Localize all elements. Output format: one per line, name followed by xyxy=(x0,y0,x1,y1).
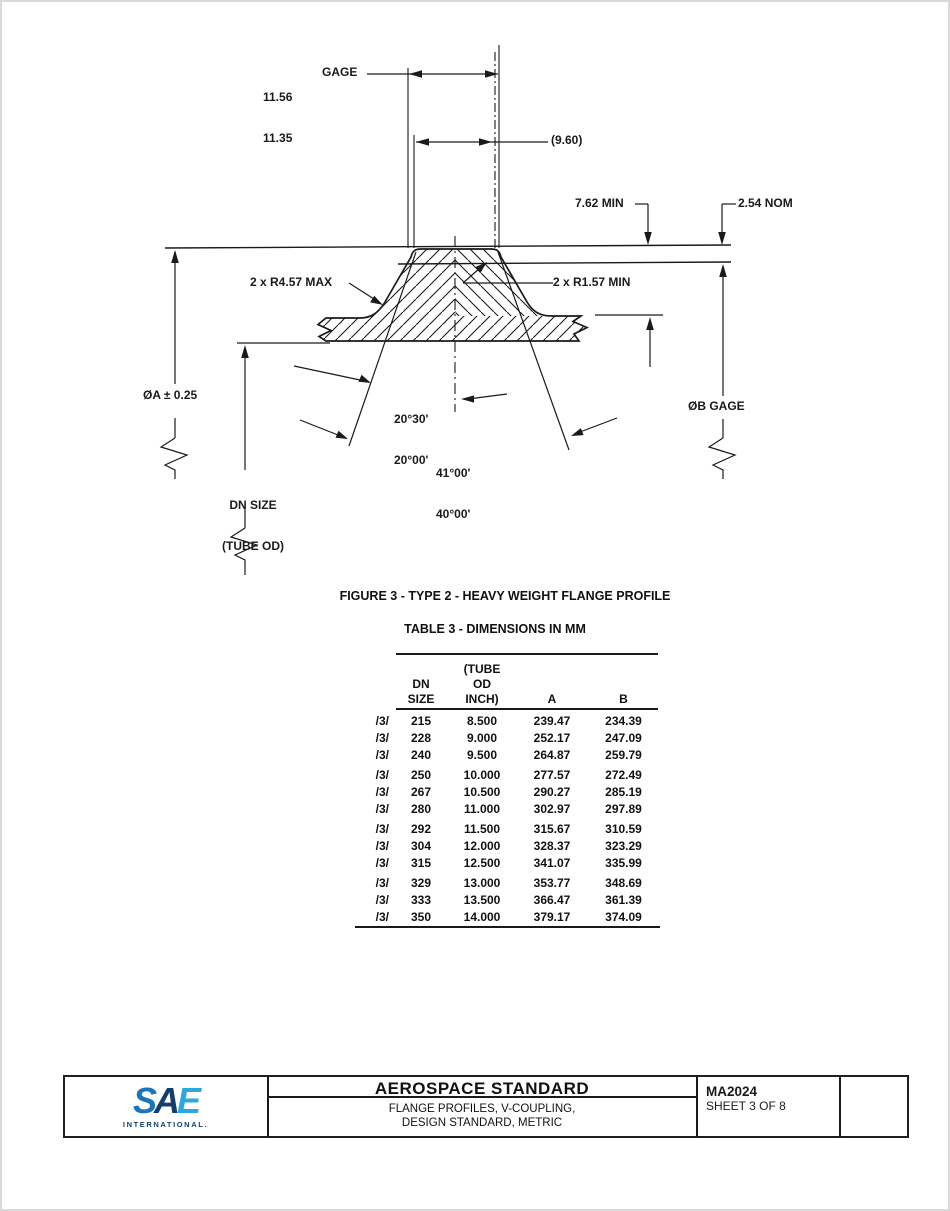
header-dn-size: DN SIZE xyxy=(407,677,435,706)
sae-logo xyxy=(65,1077,266,1136)
sae-logo-international: INTERNATIONAL. xyxy=(122,1120,209,1129)
gage-tolerance-upper: 11.56 xyxy=(263,90,293,104)
table-row: /3/ 333 13.500 366.47 361.39 xyxy=(375,892,642,907)
height-min-label: 7.62 MIN xyxy=(575,196,624,210)
doc-number: MA2024 xyxy=(706,1084,758,1099)
full-angle-label xyxy=(436,440,470,548)
gage-label: GAGE xyxy=(322,65,358,79)
table-caption: TABLE 3 - DIMENSIONS IN MM xyxy=(404,622,586,636)
half-angle-lower: 20°00' xyxy=(394,452,429,467)
table-group-3 xyxy=(355,820,660,871)
full-angle-lower: 40°00' xyxy=(436,506,471,521)
table-row: /3/ 280 11.000 302.97 297.89 xyxy=(375,801,642,816)
table-group-2 xyxy=(355,766,660,817)
sheet-number: SHEET 3 OF 8 xyxy=(706,1099,786,1113)
gage-tolerance-lower: 11.35 xyxy=(263,130,293,145)
subtitle-line2: DESIGN STANDARD, METRIC xyxy=(401,1116,563,1129)
dn-size-label xyxy=(215,472,291,580)
standard-subtitle-cell xyxy=(268,1097,696,1137)
table-row: /3/ 215 8.500 239.47 234.39 xyxy=(375,713,642,728)
dia-a-label: ØA ± 0.25 xyxy=(143,388,198,402)
standard-title-cell xyxy=(268,1076,696,1096)
sae-logo-word: SAE xyxy=(132,1080,199,1121)
header-a: A xyxy=(547,692,557,706)
subtitle-line1: FLANGE PROFILES, V-COUPLING, xyxy=(388,1103,576,1115)
half-angle-label xyxy=(394,386,428,494)
radius-min-label: 2 x R1.57 MIN xyxy=(553,275,631,289)
table-row: /3/ 329 13.000 353.77 348.69 xyxy=(375,875,642,890)
table-group-4 xyxy=(355,874,660,925)
full-angle-upper: 41°00' xyxy=(436,466,471,480)
header-b: B xyxy=(619,692,628,706)
half-angle-upper: 20°30' xyxy=(394,412,429,426)
table-row: /3/ 240 9.500 264.87 259.79 xyxy=(375,747,642,762)
table-row: /3/ 304 12.000 328.37 323.29 xyxy=(375,838,642,853)
table-group-1 xyxy=(355,712,660,763)
dn-size-line2: (TUBE OD) xyxy=(222,538,284,553)
empty-end-cell xyxy=(841,1077,907,1136)
standard-title: AEROSPACE STANDARD xyxy=(374,1079,590,1098)
table-bottom-rule xyxy=(355,926,660,928)
table-row: /3/ 228 9.000 252.17 247.09 xyxy=(375,730,642,745)
table-header-rule xyxy=(396,708,658,710)
table-row: /3/ 292 11.500 315.67 310.59 xyxy=(375,821,642,836)
table-row: /3/ 350 14.000 379.17 374.09 xyxy=(375,909,642,924)
table-row: /3/ 267 10.500 290.27 285.19 xyxy=(375,784,642,799)
dn-size-line1: DN SIZE xyxy=(229,498,277,512)
gage-tolerance-label xyxy=(263,64,292,172)
standard-subtitle xyxy=(268,1097,696,1130)
table-header-row xyxy=(355,657,660,707)
radius-max-label: 2 x R4.57 MAX xyxy=(250,275,333,289)
dia-b-label: ØB GAGE xyxy=(688,399,745,413)
ref-dimension-label: (9.60) xyxy=(551,133,583,147)
header-tube-od: (TUBE OD INCH) xyxy=(463,662,501,706)
table-row: /3/ 250 10.000 277.57 272.49 xyxy=(375,767,642,782)
sae-logo-cell xyxy=(65,1077,266,1136)
table-top-rule xyxy=(396,653,658,655)
table-row: /3/ 315 12.500 341.07 335.99 xyxy=(375,855,642,870)
doc-number-cell xyxy=(698,1077,838,1136)
offset-nom-label: 2.54 NOM xyxy=(738,196,793,210)
figure-caption: FIGURE 3 - TYPE 2 - HEAVY WEIGHT FLANGE PROFILE xyxy=(339,589,671,603)
